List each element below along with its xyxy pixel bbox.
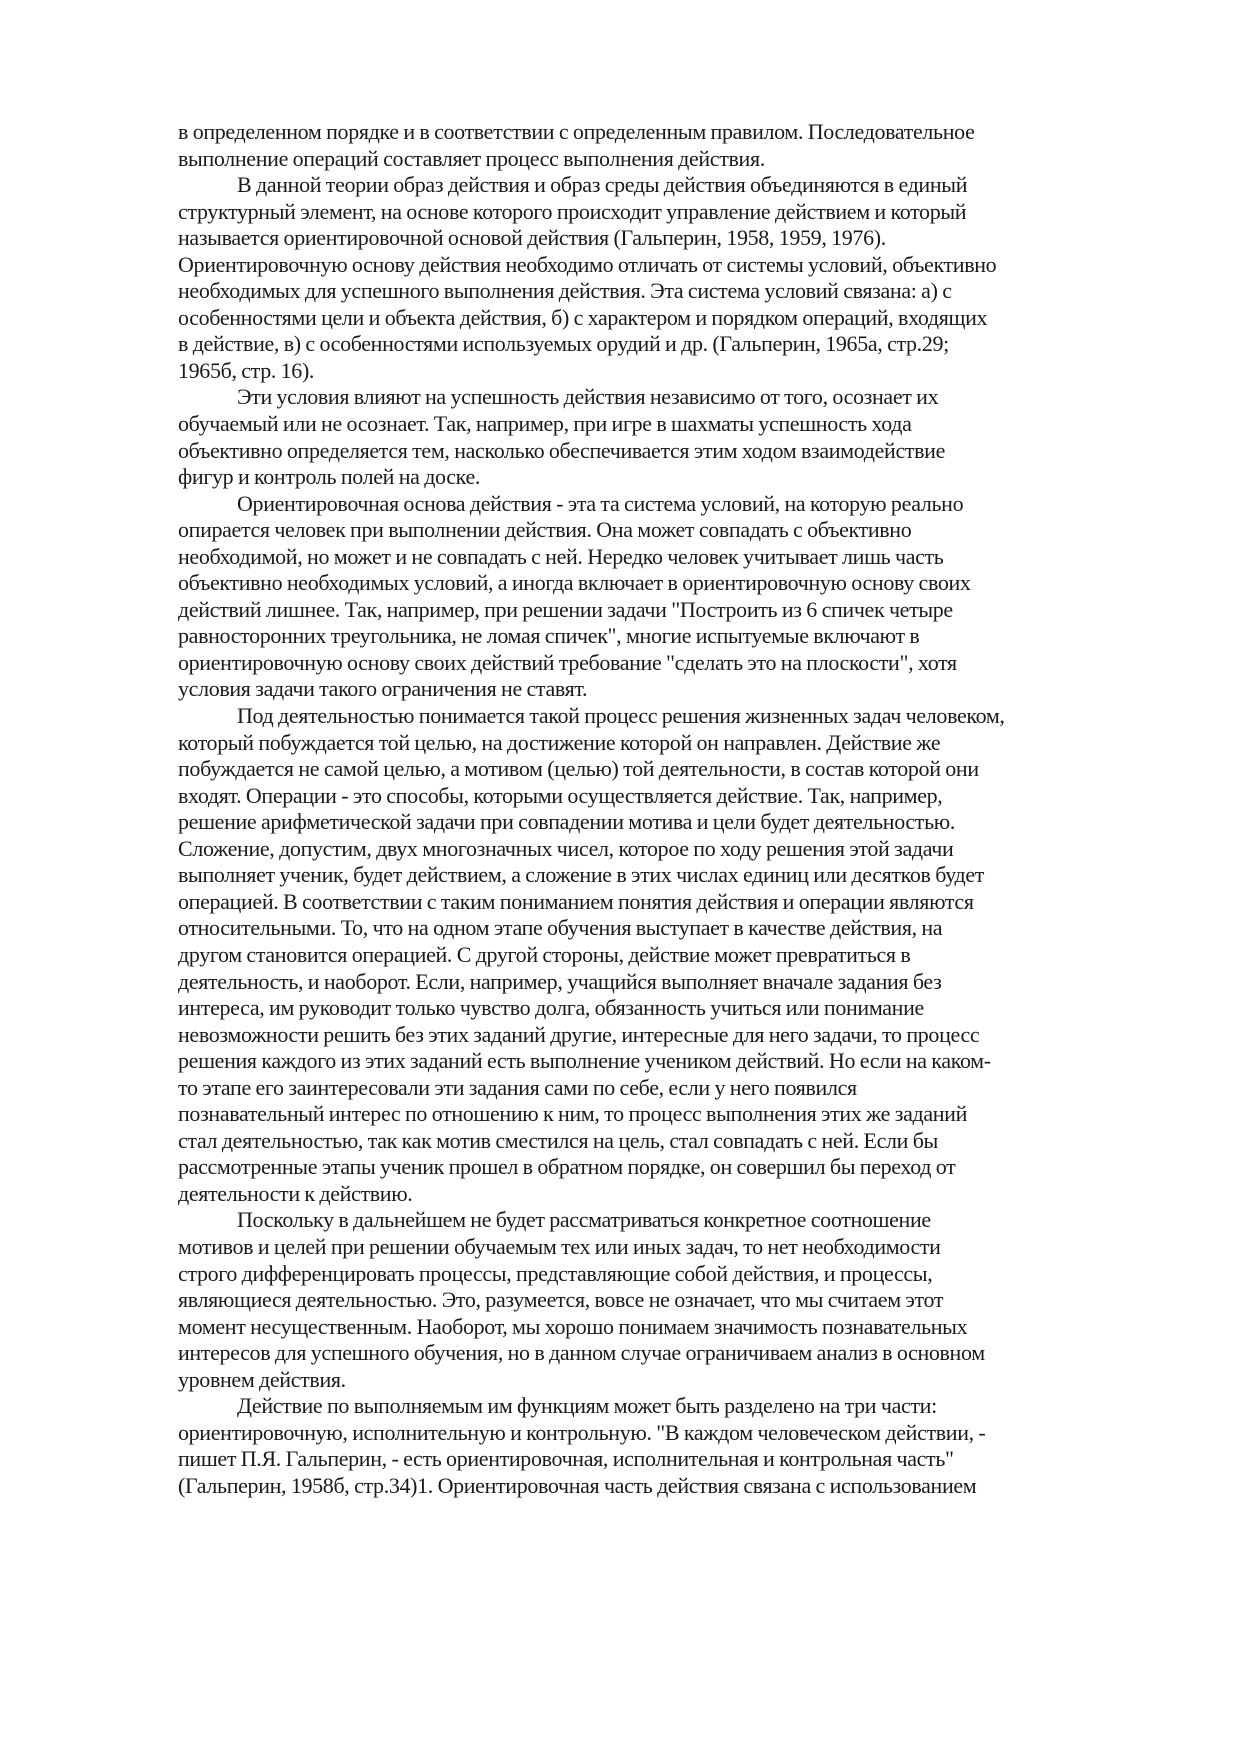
text-line: равносторонних треугольника, не ломая спичек", многие испытуемые включают в: [178, 623, 920, 649]
text-line: деятельности к действию.: [178, 1180, 413, 1206]
paragraph: [178, 1393, 1178, 1499]
text-line: рассмотренные этапы ученик прошел в обратном порядке, он совершил бы переход от: [178, 1154, 956, 1180]
paragraph: [178, 384, 1178, 490]
text-line: Эти условия влияют на успешность действия независимо от того, осознает их: [237, 384, 939, 410]
text-line: необходимой, но может и не совпадать с ней. Нередко человек учитывает лишь часть: [178, 543, 944, 569]
text-line: структурный элемент, на основе которого происходит управление действием и который: [178, 198, 967, 224]
text-line: особенностями цели и объекта действия, б) с характером и порядком операций, входящих: [178, 304, 988, 330]
text-line: выполняет ученик, будет действием, а сложение в этих числах единиц или десятков будет: [178, 862, 985, 888]
text-line: ориентировочную основу своих действий требование "сделать это на плоскости", хотя: [178, 649, 957, 675]
text-line: В данной теории образ действия и образ среды действия объединяются в единый: [237, 172, 968, 198]
text-line: познавательный интерес по отношению к ним, то процесс выполнения этих же заданий: [178, 1101, 968, 1127]
text-line: обучаемый или не осознает. Так, например, при игре в шахматы успешность хода: [178, 411, 912, 437]
text-line: в определенном порядке и в соответствии с определенным правилом. Последовательное: [178, 119, 975, 144]
text-line: (Гальперин, 1958б, стр.34)1. Ориентировочная часть действия связана с использованием: [178, 1472, 977, 1498]
text-line: в действие, в) с особенностями используемых орудий и др. (Гальперин, 1965а, стр.29;: [178, 331, 949, 357]
text-line: называется ориентировочной основой действия (Гальперин, 1958, 1959, 1976).: [178, 225, 886, 251]
text-line: решения каждого из этих заданий есть выполнение учеником действий. Но если на каком-: [178, 1048, 991, 1074]
text-line: Действие по выполняемым им функциям может быть разделено на три части:: [237, 1393, 937, 1419]
text-line: входят. Операции - это способы, которыми осуществляется действие. Так, например,: [178, 782, 943, 808]
text-line: то этапе его заинтересовали эти задания сами по себе, если у него появился: [178, 1074, 857, 1100]
text-line: пишет П.Я. Гальперин, - есть ориентировочная, исполнительная и контрольная часть": [178, 1446, 954, 1472]
text-line: момент несущественным. Наоборот, мы хорошо понимаем значимость познавательных: [178, 1313, 968, 1339]
text-line: мотивов и целей при решении обучаемым тех или иных задач, то нет необходимости: [178, 1233, 941, 1259]
text-line: который побуждается той целью, на достижение которой он направлен. Действие же: [178, 729, 941, 755]
text-line: относительными. То, что на одном этапе обучения выступает в качестве действия, на: [178, 915, 943, 941]
text-line: интересов для успешного обучения, но в данном случае ограничиваем анализ в основном: [178, 1340, 985, 1366]
text-line: операцией. В соответствии с таким пониманием понятия действия и операции являются: [178, 888, 974, 914]
text-line: деятельность, и наоборот. Если, например, учащийся выполняет вначале задания без: [178, 968, 942, 994]
text-line: невозможности решить без этих заданий другие, интересные для него задачи, то процесс: [178, 1021, 980, 1047]
text-line: Поскольку в дальнейшем не будет рассматриваться конкретное соотношение: [237, 1207, 931, 1233]
text-line: уровнем действия.: [178, 1366, 346, 1392]
text-line: Сложение, допустим, двух многозначных чисел, которое по ходу решения этой задачи: [178, 835, 954, 861]
text-line: объективно необходимых условий, а иногда включает в ориентировочную основу своих: [178, 570, 971, 596]
text-line: 1965б, стр. 16).: [178, 357, 315, 383]
text-line: интереса, им руководит только чувство долга, обязанность учиться или понимание: [178, 995, 924, 1021]
text-line: другом становится операцией. С другой стороны, действие может превратиться в: [178, 941, 911, 967]
text-line: решение арифметической задачи при совпадении мотива и цели будет деятельностью.: [178, 809, 955, 835]
text-line: опирается человек при выполнении действия. Она может совпадать с объективно: [178, 517, 912, 543]
paragraph: [178, 703, 1178, 1207]
text-line: Под деятельностью понимается такой процесс решения жизненных задач человеком,: [237, 703, 1005, 729]
paragraph: [178, 119, 1178, 172]
text-line: выполнение операций составляет процесс выполнения действия.: [178, 145, 765, 171]
text-line: необходимых для успешного выполнения действия. Эта система условий связана: а) с: [178, 278, 952, 304]
text-line: объективно определяется тем, насколько обеспечивается этим ходом взаимодействие: [178, 437, 946, 463]
text-line: являющиеся деятельностью. Это, разумеется, вовсе не означает, что мы считаем этот: [178, 1287, 944, 1313]
paragraph: [178, 491, 1178, 703]
text-line: фигур и контроль полей на доске.: [178, 464, 481, 490]
text-line: стал деятельностью, так как мотив сместился на цель, стал совпадать с ней. Если бы: [178, 1127, 938, 1153]
text-line: Ориентировочную основу действия необходимо отличать от системы условий, объективно: [178, 251, 997, 277]
text-line: ориентировочную, исполнительную и контрольную. "В каждом человеческом действии, -: [178, 1419, 986, 1445]
document-page: [178, 119, 1178, 1499]
text-line: условия задачи такого ограничения не ставят.: [178, 676, 588, 702]
paragraph: [178, 1207, 1178, 1393]
text-line: Ориентировочная основа действия - эта та система условий, на которую реально: [237, 490, 964, 516]
text-line: действий лишнее. Так, например, при решении задачи "Построить из 6 спичек четыре: [178, 596, 953, 622]
text-line: строго дифференцировать процессы, представляющие собой действия, и процессы,: [178, 1260, 933, 1286]
paragraph: [178, 172, 1178, 384]
text-line: побуждается не самой целью, а мотивом (целью) той деятельности, в состав которой они: [178, 756, 979, 782]
